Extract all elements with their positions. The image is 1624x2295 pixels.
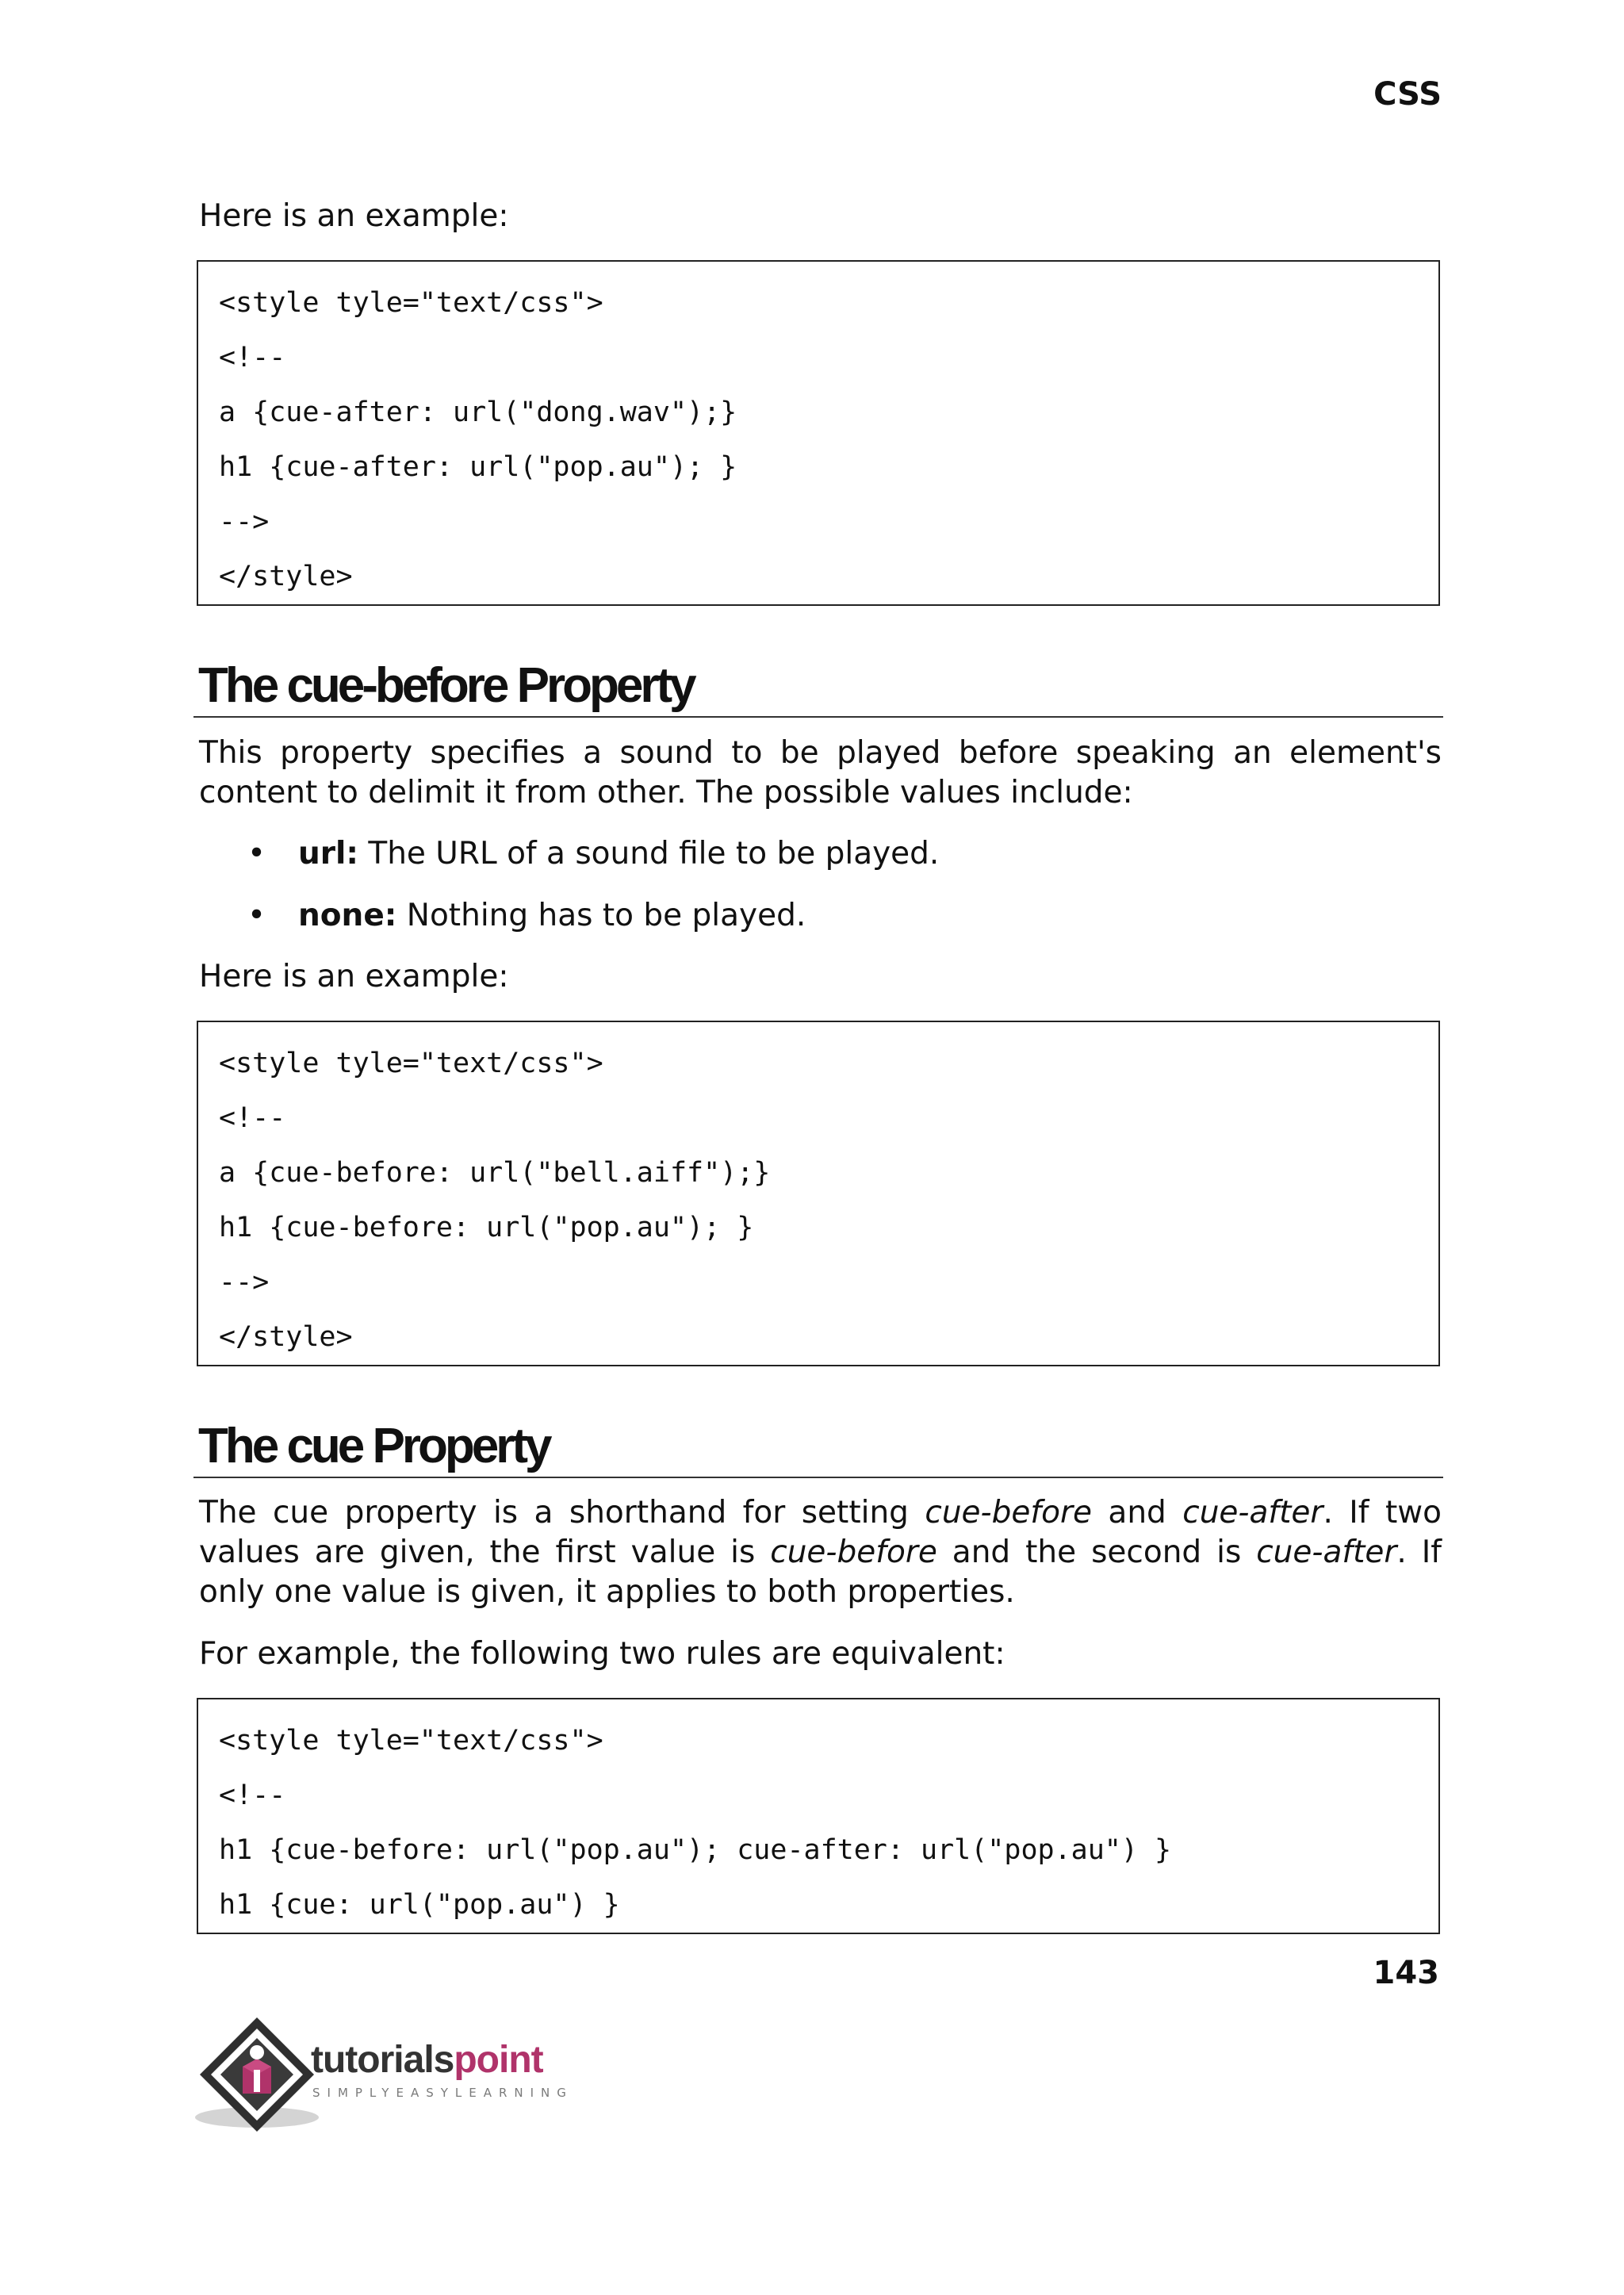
intro-lead: Here is an example: (199, 198, 509, 234)
logo-wordmark (311, 2038, 543, 2082)
term-cue-before: cue-before (770, 1534, 937, 1570)
code-block-cue-before (197, 1021, 1440, 1366)
logo-tagline: SIMPLYEASYLEARNING (312, 2086, 573, 2100)
cue-before-description: This property specifies a sound to be played before speaking an element's content to delimit it from other. The possible values include: (199, 735, 1442, 810)
code-line: <style tyle="text/css"> (219, 287, 603, 319)
term-cue-after: cue-after (1256, 1534, 1397, 1570)
bullet-marker: • (247, 898, 266, 933)
running-header: CSS (1373, 76, 1442, 113)
term-cue-before: cue-before (925, 1495, 1092, 1531)
bullet-desc: The URL of a sound file to be played. (358, 836, 940, 872)
bullet-desc: Nothing has to be played. (396, 898, 806, 933)
logo-emblem-icon (195, 2014, 330, 2133)
code-line: a {cue-after: url("dong.wav");} (219, 397, 737, 428)
page-number: 143 (1373, 1955, 1439, 1991)
code-line: <!-- (219, 1102, 286, 1134)
code-line: <!-- (219, 1780, 286, 1811)
code-line: --> (219, 506, 270, 538)
code-line: </style> (219, 1321, 353, 1353)
heading-underline (193, 1477, 1443, 1478)
logo-word-tutorials: tutorials (311, 2039, 454, 2081)
code-line: h1 {cue-before: url("pop.au"); } (219, 1212, 754, 1243)
text-run: . If two values are given, the first value is (199, 1495, 1442, 1570)
bullet-term: none: (298, 898, 397, 933)
tutorialspoint-logo (195, 2014, 607, 2133)
logo-word-point: point (454, 2039, 543, 2081)
code-line: </style> (219, 561, 353, 592)
text-run: and (1091, 1495, 1183, 1531)
bullet-item-url (298, 834, 939, 874)
bullet-term: url: (298, 836, 358, 872)
code-line: <!-- (219, 342, 286, 374)
section-heading-cue: The cue Property (198, 1419, 550, 1473)
cue-before-example-lead: Here is an example: (199, 959, 509, 994)
code-line: <style tyle="text/css"> (219, 1048, 603, 1079)
cue-example-lead: For example, the following two rules are equivalent: (199, 1636, 1005, 1672)
section-heading-cue-before: The cue-before Property (198, 658, 694, 713)
code-line: a {cue-before: url("bell.aiff");} (219, 1157, 771, 1189)
code-block-cue (197, 1698, 1440, 1934)
code-line: h1 {cue: url("pop.au") } (219, 1889, 620, 1921)
heading-underline (193, 716, 1443, 718)
code-line: h1 {cue-after: url("pop.au"); } (219, 451, 737, 483)
code-line: h1 {cue-before: url("pop.au"); cue-after: url("pop.au") } (219, 1834, 1172, 1866)
term-cue-after: cue-after (1182, 1495, 1323, 1531)
code-line: <style tyle="text/css"> (219, 1725, 603, 1757)
code-line: --> (219, 1266, 270, 1298)
cue-description (199, 1493, 1442, 1612)
text-run: . If only one value is given, it applies to both properties. (199, 1534, 1442, 1610)
bullet-marker: • (247, 836, 266, 872)
text-run: The cue property is a shorthand for setting (199, 1495, 925, 1531)
text-run: and the second is (936, 1534, 1257, 1570)
bullet-item-none (298, 896, 806, 936)
code-block-cue-after (197, 260, 1440, 606)
